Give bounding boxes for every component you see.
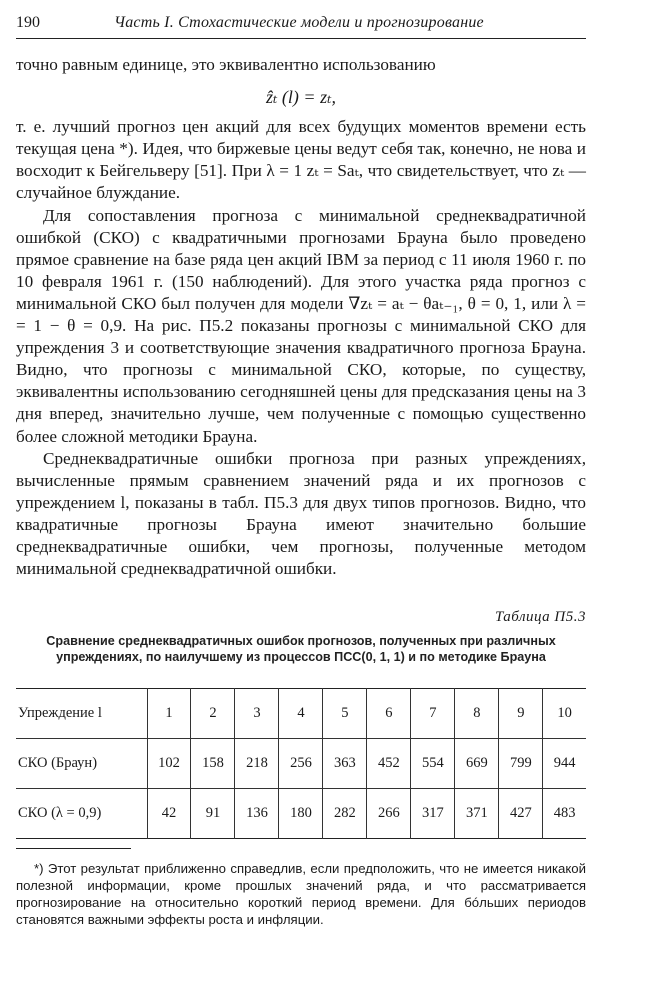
lead-cell: 9 bbox=[499, 689, 543, 739]
value-cell: 452 bbox=[367, 739, 411, 789]
lead-cell: 8 bbox=[455, 689, 499, 739]
value-cell: 371 bbox=[455, 789, 499, 839]
paragraph-3: Среднеквадратичные ошибки прогноза при разных упреждениях, вычисленные прямым сравнением значений ряда и их прогнозов с упреждением l, показаны в табл. П5.3 для двух типов прогнозов. Видно, что квадратичные прогнозы Брауна имеют значительно большие среднеквадратичные ошибки, чем прогнозы, полученные методом минимальной среднеквадратичной ошибки. bbox=[16, 448, 586, 579]
lead-cell: 4 bbox=[279, 689, 323, 739]
value-cell: 102 bbox=[147, 739, 191, 789]
value-cell: 282 bbox=[323, 789, 367, 839]
row-label: СКО (Браун) bbox=[16, 739, 147, 789]
value-cell: 944 bbox=[543, 739, 586, 789]
value-cell: 218 bbox=[235, 739, 279, 789]
footnote-text: *) Этот результат приближенно справедлив, если предположить, что не имеется никакой полезной информации, кроме прошлых значений ряда, и что рассматривается прогнозирование на относительно короткий период времени. Для бóльших периодов становятся важными эффекты роста и инфляции. bbox=[16, 861, 586, 927]
table-label: Таблица П5.3 bbox=[494, 609, 586, 625]
table-row-brown bbox=[16, 739, 586, 789]
footnote bbox=[16, 860, 586, 928]
value-cell: 483 bbox=[543, 789, 586, 839]
table-header-row bbox=[16, 689, 586, 739]
lead-cell: 5 bbox=[323, 689, 367, 739]
value-cell: 317 bbox=[411, 789, 455, 839]
value-cell: 42 bbox=[147, 789, 191, 839]
row-label: СКО (λ = 0,9) bbox=[16, 789, 147, 839]
paragraph-continuation: точно равным единице, это эквивалентно использованию bbox=[16, 55, 436, 74]
value-cell: 554 bbox=[411, 739, 455, 789]
header-label-cell: Упреждение l bbox=[16, 689, 147, 739]
lead-cell: 7 bbox=[411, 689, 455, 739]
paragraph-1: т. е. лучший прогноз цен акций для всех будущих моментов времени есть текущая цена *). Идея, что биржевые цены ведут себя так, конечно, не нова и восходит к Бейгельверу [51]. При λ = 1 zₜ = Saₜ, что свидетельствует, что zₜ — случайное блуждание. bbox=[16, 117, 586, 203]
value-cell: 180 bbox=[279, 789, 323, 839]
page-number: 190 bbox=[16, 14, 40, 31]
lead-cell: 2 bbox=[191, 689, 235, 739]
body-text bbox=[16, 54, 586, 580]
lead-cell: 6 bbox=[367, 689, 411, 739]
lead-cell: 10 bbox=[543, 689, 586, 739]
value-cell: 427 bbox=[499, 789, 543, 839]
table-row-lambda bbox=[16, 789, 586, 839]
value-cell: 266 bbox=[367, 789, 411, 839]
running-title: Часть I. Стохастические модели и прогнозирование bbox=[114, 14, 484, 31]
value-cell: 136 bbox=[235, 789, 279, 839]
value-cell: 158 bbox=[191, 739, 235, 789]
comparison-table bbox=[16, 688, 586, 839]
value-cell: 799 bbox=[499, 739, 543, 789]
value-cell: 256 bbox=[279, 739, 323, 789]
paragraph-2: Для сопоставления прогноза с минимальной среднеквадратичной ошибкой (СКО) с квадратичными прогнозами Брауна было проведено прямое сравнение на базе ряда цен акций IBM за период с 11 июля 1960 г. по 10 февраля 1961 г. (150 наблюдений). Для этого участка ряда прогноз с минимальной СКО был получен для модели ∇zₜ = aₜ − θaₜ₋₁, θ = 0, 1, или λ = = 1 − θ = 0,9. На рис. П5.2 показаны прогнозы с минимальной СКО для упреждения 3 и соответствующие значения квадратичного прогноза Брауна. Видно, что прогнозы с минимальной СКО, которые, по существу, эквивалентны использованию сегодняшней цены для предсказания цены на 3 дня вперед, значительно лучше, чем полученные с помощью существенно более сложной методики Брауна. bbox=[16, 205, 586, 446]
lead-cell: 1 bbox=[147, 689, 191, 739]
page-header bbox=[16, 10, 586, 39]
value-cell: 91 bbox=[191, 789, 235, 839]
lead-cell: 3 bbox=[235, 689, 279, 739]
formula: ẑₜ (l) = zₜ, bbox=[265, 87, 337, 108]
value-cell: 669 bbox=[455, 739, 499, 789]
footnote-rule bbox=[16, 848, 131, 849]
value-cell: 363 bbox=[323, 739, 367, 789]
table-caption: Сравнение среднеквадратичных ошибок прогнозов, полученных при различных упреждениях, по наилучшему из процессов ПСС(0, 1, 1) и по методике Брауна bbox=[46, 634, 556, 664]
